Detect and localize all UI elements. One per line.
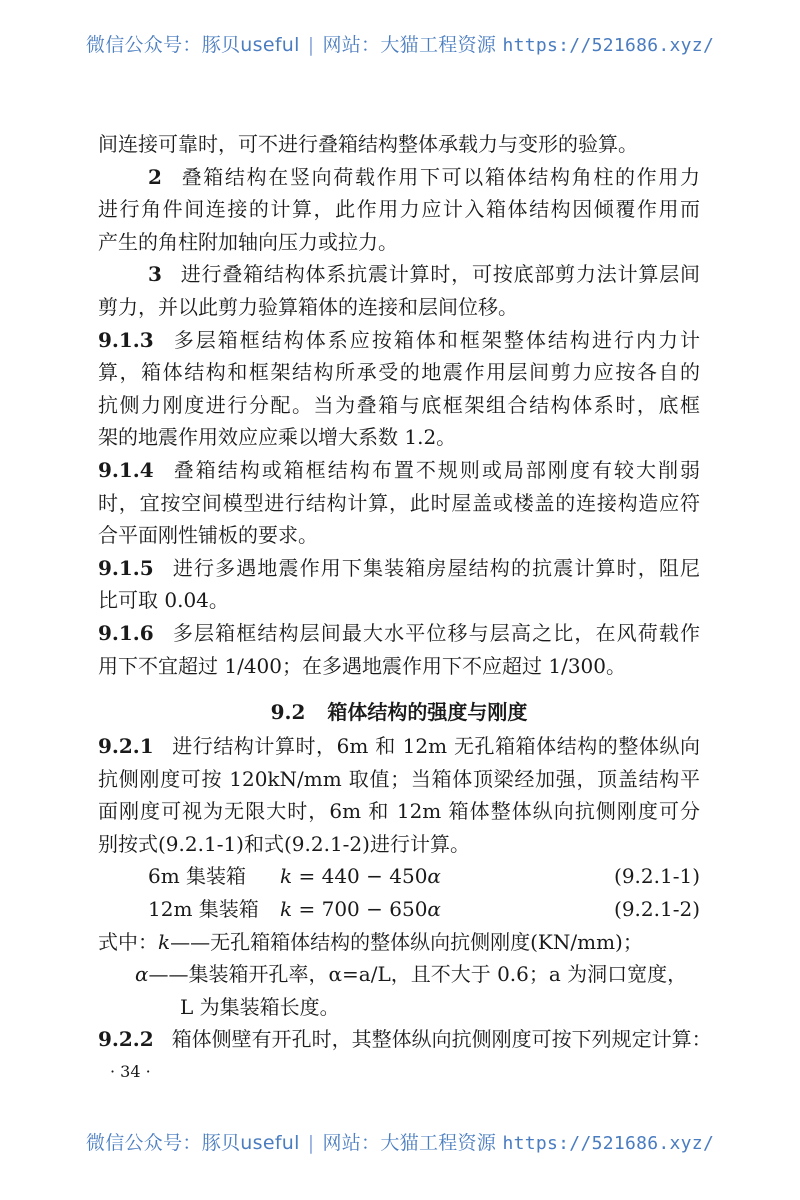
document-body — [98, 128, 712, 1089]
text-line — [98, 650, 700, 683]
text-line — [98, 519, 700, 552]
text-span: k — [158, 929, 171, 954]
watermark-wechat: 微信公众号：豚贝useful — [85, 34, 300, 56]
watermark-header — [0, 30, 800, 57]
equation-number: (9.2.1-2) — [614, 897, 700, 922]
text-span: 进行结构计算时，6m 和 12m 无孔箱箱体结构的整体纵向 — [171, 734, 700, 759]
text-span: 产生的角柱附加轴向压力或拉力。 — [98, 229, 398, 254]
text-span: 别按式(9.2.1-1)和式(9.2.1-2)进行计算。 — [98, 831, 470, 856]
clause-number: 9.1.4 — [98, 457, 154, 482]
text-line — [98, 291, 700, 324]
where-k — [98, 926, 700, 959]
formula-9-2-1-2 — [98, 893, 700, 926]
text-span: 抗侧刚度可按 120kN/mm 取值；当箱体顶梁经加强，顶盖结构平 — [98, 766, 700, 791]
text-span: 箱体结构的强度与刚度 — [327, 700, 528, 725]
clause-9-2-2 — [98, 1023, 712, 1056]
text-line — [98, 226, 700, 259]
text-span: ——集装箱开孔率，α=a/L，且不大于 0.6；a 为洞口宽度， — [148, 962, 688, 987]
text-line — [98, 584, 700, 617]
text-span: = 700 − 650 — [292, 897, 428, 922]
text-span: 式中： — [98, 929, 158, 954]
clause-number: 9.2.2 — [98, 1027, 154, 1052]
clause-number: 9.1.5 — [98, 555, 154, 580]
text-line — [98, 487, 700, 520]
text-span: α — [427, 897, 441, 922]
text-span: 架的地震作用效应应乘以增大系数 1.2。 — [98, 425, 457, 450]
text-span: α — [135, 962, 149, 987]
text-span: 抗侧力刚度进行分配。当为叠箱与底框架组合结构体系时，底框 — [98, 392, 700, 417]
clause-9-1-3 — [98, 324, 700, 357]
text-span: 间连接可靠时，可不进行叠箱结构整体承载力与变形的验算。 — [98, 132, 638, 156]
text-line — [98, 828, 700, 861]
equation-number: (9.2.1-1) — [614, 864, 700, 889]
text-span: 时，宜按空间模型进行结构计算，此时屋盖或楼盖的连接构造应符 — [98, 490, 700, 515]
clause-number: 9.1.3 — [98, 327, 154, 352]
clause-number: 9.2.1 — [98, 734, 154, 759]
watermark-separator: | — [307, 1132, 315, 1154]
text-span: 箱体侧壁有开孔时，其整体纵向抗侧刚度可按下列规定计算： — [171, 1027, 712, 1052]
text-span: 叠箱结构或箱框结构布置不规则或局部刚度有较大削弱 — [171, 457, 700, 482]
formula-9-2-1-1 — [98, 860, 700, 893]
text-span: L 为集装箱长度。 — [180, 994, 340, 1019]
clause-9-1-6 — [98, 617, 700, 650]
text-span: = 440 − 450 — [292, 864, 428, 889]
watermark-url: https://521686.xyz/ — [502, 1133, 715, 1154]
text-span: 合平面刚性铺板的要求。 — [98, 523, 318, 548]
text-line — [98, 421, 700, 454]
page-number: · 34 · — [110, 1062, 151, 1082]
text-line — [98, 128, 700, 161]
text-span: 进行叠箱结构体系抗震计算时，可按底部剪力法计算层间 — [179, 262, 700, 287]
text-span: 9.2 — [270, 700, 306, 725]
text-span: 叠箱结构在竖向荷载作用下可以箱体结构角柱的作用力 — [179, 164, 700, 189]
text-line — [98, 795, 700, 828]
text-line — [98, 356, 700, 389]
text-span: k — [280, 897, 293, 922]
text-span: 多层箱框结构体系应按箱体和框架整体结构进行内力计 — [171, 327, 700, 352]
watermark-site: 网站：大猫工程资源 — [322, 1132, 497, 1154]
where-alpha — [98, 958, 700, 991]
watermark-site: 网站：大猫工程资源 — [322, 34, 497, 56]
text-line — [98, 763, 700, 796]
text-span: 算，箱体结构和框架结构所承受的地震作用层间剪力应按各自的 — [98, 360, 700, 385]
formula-label: 12m 集装箱 — [148, 897, 259, 922]
where-alpha-cont — [98, 991, 700, 1024]
watermark-separator: | — [307, 34, 315, 56]
formula-label: 6m 集装箱 — [148, 864, 247, 889]
text-line — [98, 258, 700, 291]
clause-9-1-5 — [98, 552, 700, 585]
text-span: α — [427, 864, 441, 889]
text-span: 面刚度可视为无限大时，6m 和 12m 箱体整体纵向抗侧刚度可分 — [98, 799, 700, 824]
text-span: ——无孔箱箱体结构的整体纵向抗侧刚度(KN/mm)； — [170, 929, 643, 954]
formula-expression — [280, 893, 614, 926]
item-number: 3 — [148, 262, 162, 287]
text-span: k — [280, 864, 293, 889]
section-heading — [98, 682, 700, 730]
clause-number: 9.1.6 — [98, 620, 154, 645]
formula-expression — [280, 860, 614, 893]
text-span: 多层箱框结构层间最大水平位移与层高之比，在风荷载作 — [171, 620, 700, 645]
watermark-footer — [0, 1128, 800, 1155]
text-line — [98, 161, 700, 194]
watermark-wechat: 微信公众号：豚贝useful — [85, 1132, 300, 1154]
text-span: 进行多遇地震作用下集装箱房屋结构的抗震计算时，阻尼 — [171, 555, 700, 580]
text-span: 进行角件间连接的计算，此作用力应计入箱体结构因倾覆作用而 — [98, 197, 700, 222]
text-span: 比可取 0.04。 — [98, 588, 229, 613]
text-span: 剪力，并以此剪力验算箱体的连接和层间位移。 — [98, 294, 518, 319]
clause-9-1-4 — [98, 454, 700, 487]
item-number: 2 — [148, 164, 162, 189]
watermark-url: https://521686.xyz/ — [502, 35, 715, 56]
text-line — [98, 389, 700, 422]
text-span: 用下不宜超过 1/400；在多遇地震作用下不应超过 1/300。 — [98, 653, 626, 678]
text-line — [98, 193, 700, 226]
clause-9-2-1 — [98, 730, 700, 763]
